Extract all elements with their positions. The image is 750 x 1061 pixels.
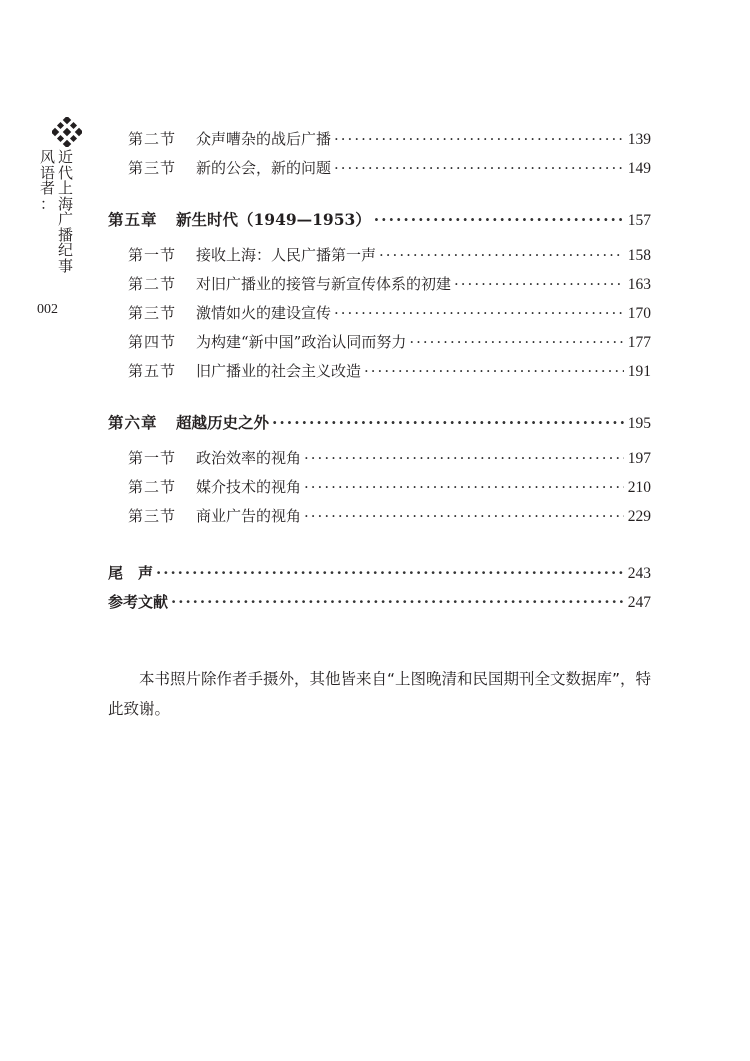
entry-page: 149 [627,160,651,177]
dot-leader [379,246,624,264]
section-label: 第二节 [128,478,177,496]
entry-page: 243 [627,565,651,582]
entry-page: 210 [627,479,651,496]
page-number: 002 [37,302,58,317]
toc-entry[interactable] [108,331,651,355]
entry-title: 为构建“新中国”政治认同而努力 [196,333,407,351]
toc-entry[interactable] [108,157,651,181]
dot-leader [156,564,624,582]
toc-entry[interactable] [108,360,651,384]
dot-leader [409,333,623,351]
entry-title: 尾 声 [108,564,154,582]
entry-title: 新的公会，新的问题 [196,159,332,177]
section-label: 第一节 [128,449,177,467]
entry-page: 229 [627,508,651,525]
entry-page: 247 [627,594,651,611]
section-label: 第二节 [128,130,177,148]
dot-leader [304,478,624,496]
dot-leader [334,159,624,177]
section-label: 第三节 [128,507,177,525]
entry-title: 政治效率的视角 [196,449,302,467]
dot-leader [334,130,624,148]
toc-chapter[interactable] [108,208,651,232]
toc-entry[interactable] [108,302,651,326]
section-label: 第四节 [128,333,177,351]
entry-page: 170 [627,305,651,322]
chapter-title: 新生时代（1949—1953） [176,210,371,229]
chapter-label: 第六章 [108,413,158,432]
entry-title: 媒介技术的视角 [196,478,302,496]
dot-leader [364,362,624,380]
toc-entry[interactable] [108,476,651,500]
entry-page: 195 [627,415,651,432]
entry-page: 177 [627,334,651,351]
running-title-book: 近 代 上 海 广 播 纪 事 [57,148,73,275]
entry-title: 参考文献 [108,593,169,611]
section-label: 第一节 [128,246,177,264]
chapter-title: 超越历史之外 [176,413,270,432]
entry-page: 139 [627,131,651,148]
section-label: 第三节 [128,304,177,322]
toc-entry[interactable] [108,128,651,152]
entry-title: 旧广播业的社会主义改造 [196,362,362,380]
toc-entry[interactable] [108,273,651,297]
toc-references[interactable] [108,591,651,615]
section-label: 第三节 [128,159,177,177]
dot-leader [304,449,624,467]
entry-page: 158 [627,247,651,264]
margin-column [0,0,100,400]
entry-title: 商业广告的视角 [196,507,302,525]
dot-leader [334,304,624,322]
toc-chapter[interactable] [108,411,651,435]
chapter-label: 第五章 [108,210,158,229]
entry-page: 191 [627,363,651,380]
photo-credit-note: 本书照片除作者手摄外，其他皆来自“上图晚清和民国期刊全文数据库”，特此致谢。 [108,669,652,718]
toc-entry[interactable] [108,244,651,268]
entry-title: 众声嘈杂的战后广播 [196,130,332,148]
section-label: 第五节 [128,362,177,380]
entry-page: 157 [627,212,651,229]
dot-leader [374,210,624,229]
entry-title: 接收上海：人民广播第一声 [196,246,377,264]
dot-leader [171,593,624,611]
dot-leader [272,413,624,432]
entry-title: 激情如火的建设宣传 [196,304,332,322]
running-title-sub: 风 语 者 ： [39,148,55,213]
dot-leader [304,507,624,525]
toc-entry[interactable] [108,505,651,529]
entry-title: 对旧广播业的接管与新宣传体系的初建 [196,275,452,293]
entry-page: 197 [627,450,651,467]
dot-leader [454,275,624,293]
toc-epilogue[interactable] [108,562,651,586]
diamond-lattice-icon [52,117,82,147]
toc-entry[interactable] [108,447,651,471]
entry-page: 163 [627,276,651,293]
section-label: 第二节 [128,275,177,293]
